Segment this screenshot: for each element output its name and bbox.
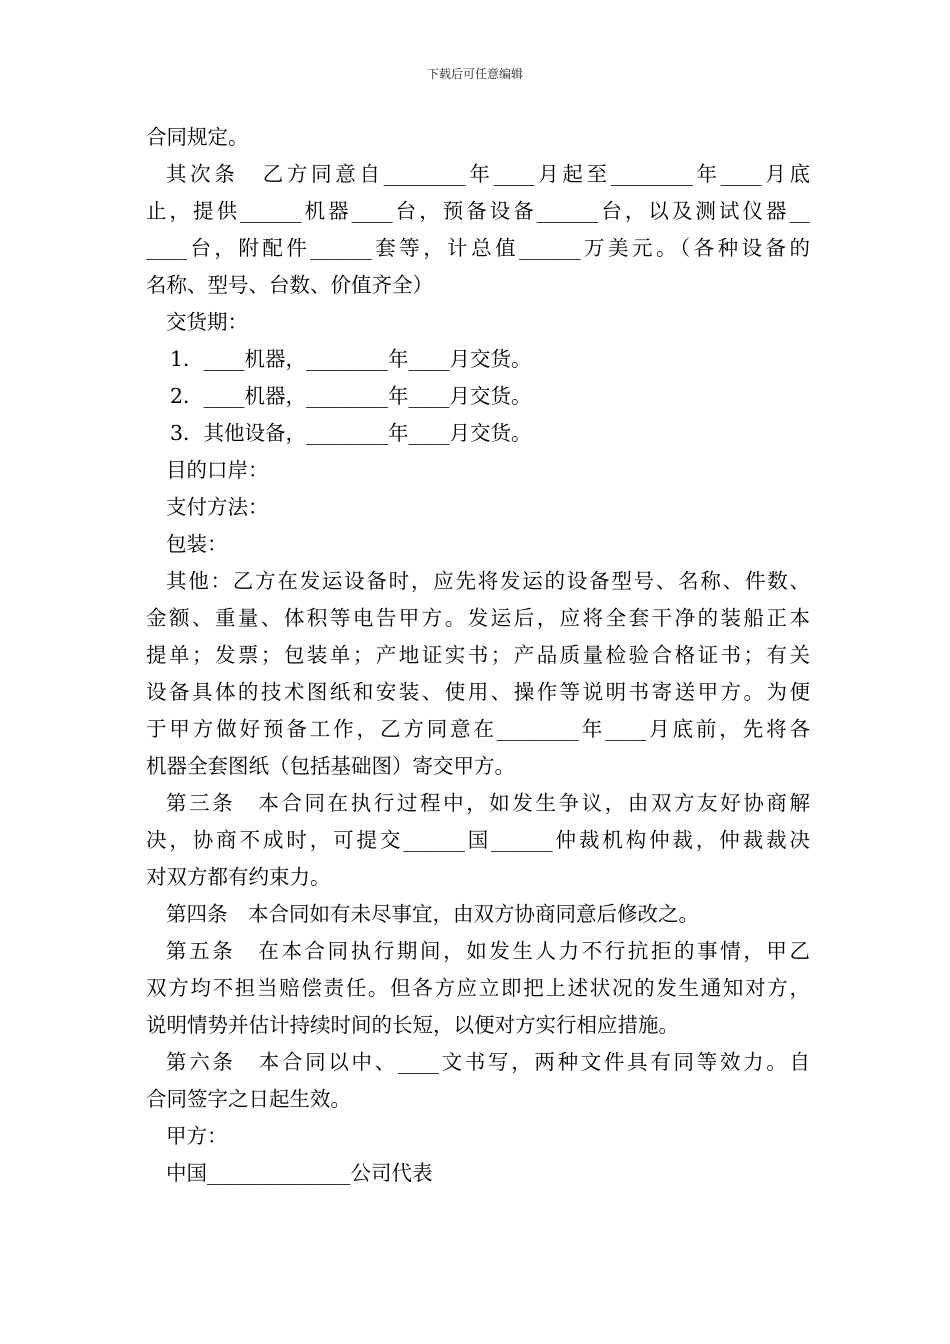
text-line: 合同签字之日起生效。 <box>146 1087 351 1111</box>
contract-body <box>146 119 810 1192</box>
text-line: 说明情势并估计持续时间的长短，以便对方实行相应措施。 <box>146 1013 679 1037</box>
text-line: 中国______________公司代表 <box>166 1161 433 1185</box>
text-line: 其次条 乙方同意自________年____月起至________年____月底 <box>166 162 810 186</box>
text-line: 合同规定。 <box>146 125 249 149</box>
text-line: 目的口岸： <box>166 458 269 482</box>
page-header: 下载后可任意编辑 <box>426 67 523 81</box>
text-line: 3．其他设备，________年____月交货。 <box>170 421 532 445</box>
text-line: 名称、型号、台数、价值齐全） <box>146 273 433 297</box>
text-line: 2．____机器，________年____月交货。 <box>170 384 532 408</box>
text-line: 甲方： <box>166 1124 228 1148</box>
text-line: 设备具体的技术图纸和安装、使用、操作等说明书寄送甲方。为便 <box>146 680 810 704</box>
text-line: 第六条 本合同以中、____文书写，两种文件具有同等效力。自 <box>166 1050 810 1074</box>
text-line: 决，协商不成时，可提交______国______仲裁机构仲裁，仲裁裁决 <box>146 828 810 852</box>
text-line: 于甲方做好预备工作，乙方同意在________年____月底前，先将各 <box>146 717 810 741</box>
text-line: 金额、重量、体积等电告甲方。发运后，应将全套干净的装船正本 <box>146 606 810 630</box>
text-line: 止，提供______机器____台，预备设备______台，以及测试仪器__ <box>146 199 810 223</box>
text-line: 第五条 在本合同执行期间，如发生人力不行抗拒的事情，甲乙 <box>166 939 810 963</box>
text-line: 机器全套图纸（包括基础图）寄交甲方。 <box>146 754 515 778</box>
text-line: 对双方都有约束力。 <box>146 865 331 889</box>
text-line: 第三条 本合同在执行过程中，如发生争议，由双方友好协商解 <box>166 791 810 815</box>
text-line: 包装： <box>166 532 228 556</box>
text-line: 其他：乙方在发运设备时，应先将发运的设备型号、名称、件数、 <box>166 569 810 593</box>
text-line: ____台，附配件______套等，计总值______万美元。（各种设备的 <box>146 236 810 260</box>
text-line: 支付方法： <box>166 495 269 519</box>
text-line: 交货期： <box>166 310 248 334</box>
text-line: 双方均不担当赔偿责任。但各方应立即把上述状况的发生通知对方， <box>146 976 810 1000</box>
text-line: 第四条 本合同如有未尽事宜，由双方协商同意后修改之。 <box>166 902 699 926</box>
text-line: 提单；发票；包装单；产地证实书；产品质量检验合格证书；有关 <box>146 643 810 667</box>
text-line: 1．____机器，________年____月交货。 <box>170 347 532 371</box>
